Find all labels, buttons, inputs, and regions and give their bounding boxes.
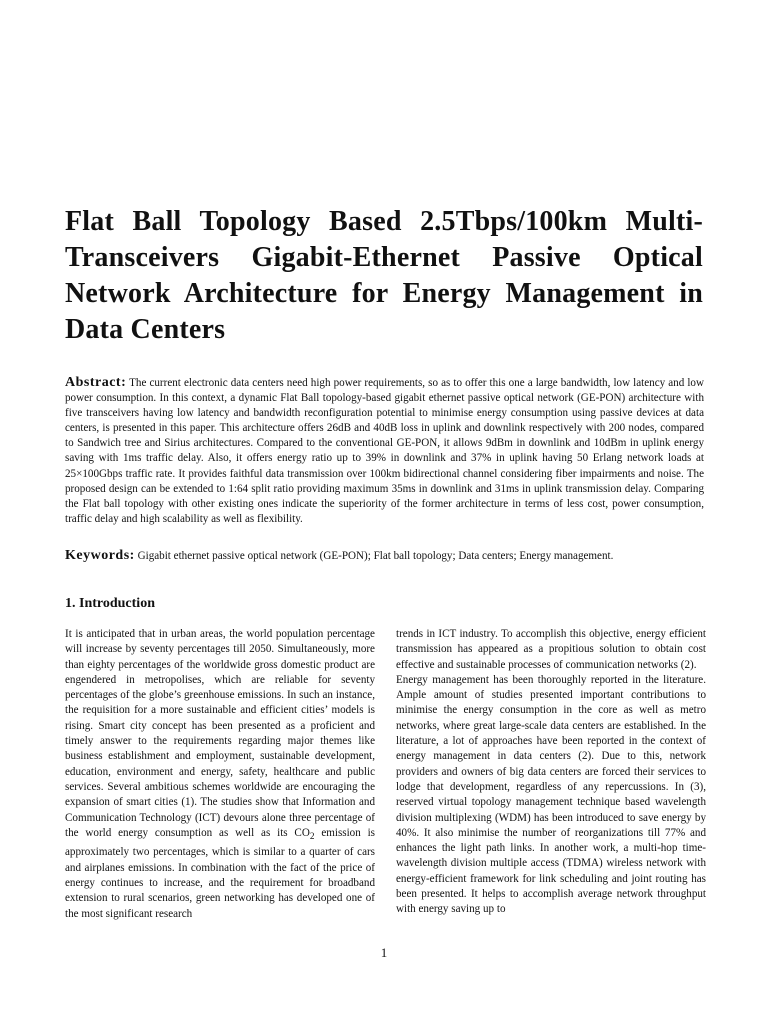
keywords-label: Keywords: (65, 548, 135, 563)
abstract-text: The current electronic data centers need high power requirements, so as to offer this one a large bandwidth, low latency and low power consumption. In this context, a dynamic Flat Ball topology-based gigabit ethernet passive optical network (GE-PON) architecture with five transceivers having low latency and bandwidth reconfiguration potential to minimise energy consumption using passive devices at data centers, is presented in this paper. This architecture offers 26dB and 40dB loss in uplink and downlink respectively with 200 nodes, compared to Sandwich tree and Sirius architectures. Compared to the conventional GE-PON, it allows 9dBm in downlink and 10dBm in uplink energy saving with 1ms traffic delay. Also, it offers energy ratio up to 39% in downlink and 37% in uplink having 50 Erlang network loads at 25×100Gbps traffic rate. It provides faithful data transmission over 100km bidirectional channel considering fiber impairments and noise. The proposed design can be extended to 1:64 split ratio providing maximum 35ms in downlink and 31ms in uplink transmission delay. Comparing the Flat ball topology with other existing ones indicate the superiority of the former architecture in terms of less cost, power consumption, traffic delay and high scalability as well as flexibility. (65, 377, 704, 525)
keywords (65, 548, 704, 564)
page-number: 1 (380, 945, 388, 960)
left-column (65, 627, 375, 922)
section-heading-introduction: 1. Introduction (65, 596, 155, 611)
keywords-text: Gigabit ethernet passive optical network (GE-PON); Flat ball topology; Data centers; Energy management. (137, 550, 614, 562)
abstract (65, 375, 704, 527)
intro-paragraph-3: Energy management has been thoroughly reported in the literature. Ample amount of studies presented important contributions to minimise the energy consumption in the core as well as metro networks, where great large-scale data centers are established. In the literature, a lot of approaches have been reported in the context of energy management in data centers (2). Due to this, network providers and owners of big data centers are forced their services to lodge that development, regardless of any repercussions. In (3), reserved virtual topology management technique based wavelength division multiplexing (WDM) has been introduced to save energy by 40%. It also minimise the number of reorganizations till 77% and enhances the light path links. In another work, a multi-hop time-wavelength division multiple access (TDMA) wireless network with energy-efficient framework for link scheduling and joint routing has been presented. It helps to accomplish average network throughput with energy saving up to (396, 673, 706, 916)
intro-paragraph-2: trends in ICT industry. To accomplish this objective, energy efficient transmission has appeared as a propitious solution to obtain cost effective and sustainable processes of communication networks (2). (396, 628, 706, 671)
right-column (396, 627, 706, 918)
intro-paragraph-1: It is anticipated that in urban areas, the world population percentage will increase by seventy percentages till 2050. Simultaneously, more than eighty percentages of the worldwide gross domestic product are engendered in metropolises, which are reliable for seventy percentages of the globe’s greenhouse emissions. In such an instance, the requisition for a more sustainable and efficient cities’ models is rising. Smart city concept has been presented as a proficient and timely answer to the requirements regarding major themes like business establishment and employment, sustainable development, education, environment and energy, safety, healthcare and public services. Several ambitious schemes worldwide are encouraging the expansion of smart cities (1). The studies show that Information and Communication Technology (ICT) devours alone three percentage of the world energy consumption as well as its CO (65, 628, 375, 839)
intro-paragraph-1-end: emission is approximately two percentages, which is similar to a quarter of cars and airplanes emissions. In combination with the fact of the price of energy continues to increase, and the requirement for broadband extension to rural scenarios, green networking has developed one of the most significant research (65, 826, 375, 920)
abstract-label: Abstract: (65, 375, 127, 390)
co2-subscript: 2 (309, 832, 315, 843)
paper-title: Flat Ball Topology Based 2.5Tbps/100km Multi-Transceivers Gigabit-Ethernet Passive Optical Network Architecture for Energy Management in Data Centers (65, 206, 703, 345)
